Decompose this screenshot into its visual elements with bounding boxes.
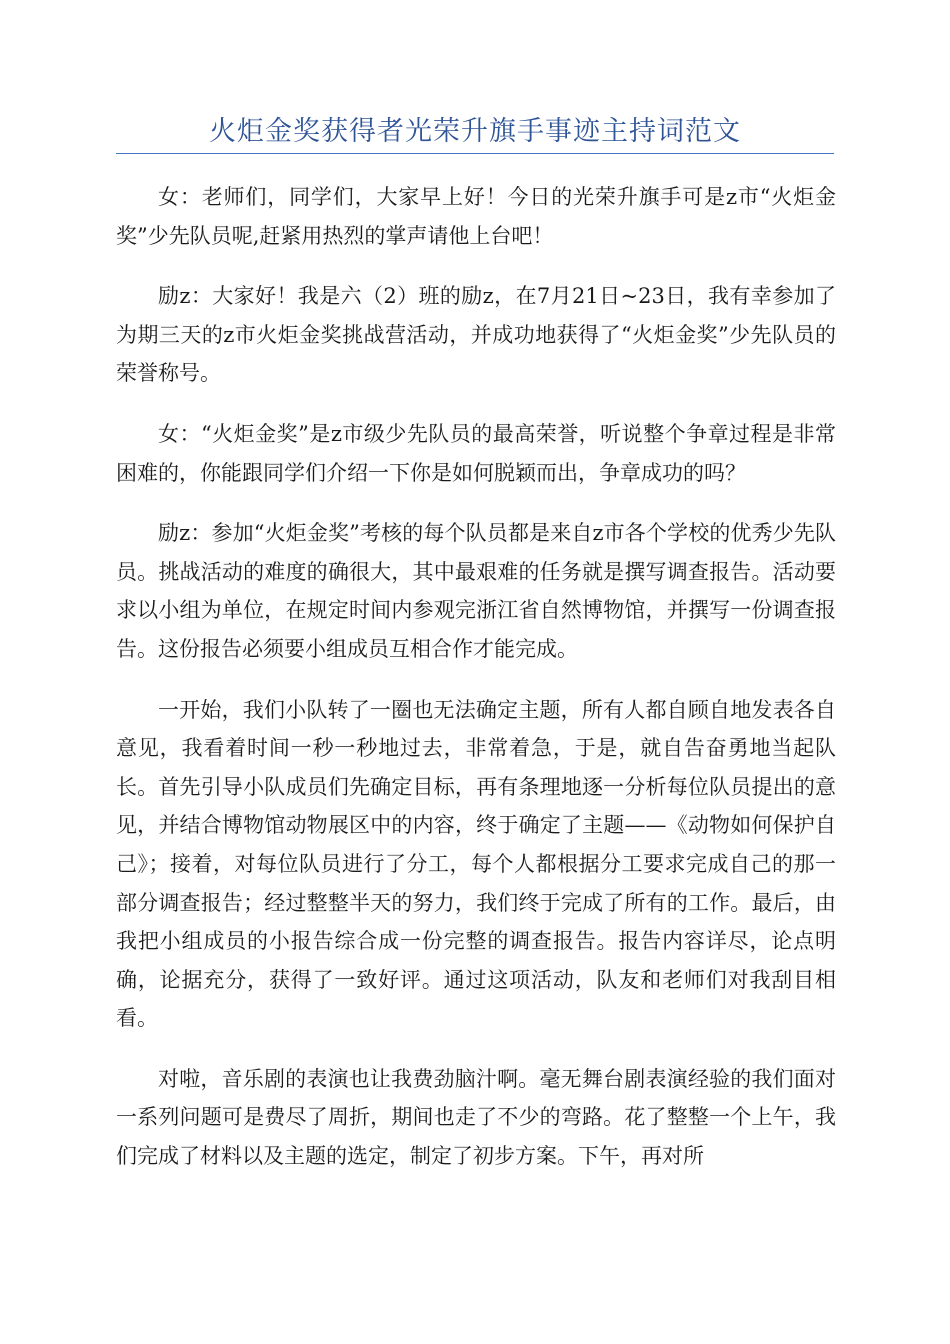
- paragraph-3: 女：“火炬金奖”是z市级少先队员的最高荣誉，听说整个争章过程是非常困难的，你能跟同学们介绍一下你是如何脱颖而出，争章成功的吗？: [116, 421, 836, 485]
- paragraph-5: 一开始，我们小队转了一圈也无法确定主题，所有人都自顾自地发表各自意见，我看着时间一秒一秒地过去，非常着急，于是，就自告奋勇地当起队长。首先引导小队成员们先确定目标，再有条理地逐一分析每位队员提出的意见，并结合博物馆动物展区中的内容，终于确定了主题——《动物如何保护自己》；接着，对每位队员进行了分工，每个人都根据分工要求完成自己的那一部分调查报告；经过整整半天的努力，我们终于完成了所有的工作。最后，由我把小组成员的小报告综合成一份完整的调查报告。报告内容详尽，论点明确，论据充分，获得了一致好评。通过这项活动，队友和老师们对我刮目相看。: [116, 697, 836, 1031]
- title-underline: [116, 153, 834, 154]
- paragraph-2: 励z：大家好！我是六（2）班的励z，在7月21日~23日，我有幸参加了为期三天的z市火炬金奖挑战营活动，并成功地获得了“火炬金奖”少先队员的荣誉称号。: [116, 284, 836, 386]
- document-title: 火炬金奖获得者光荣升旗手事迹主持词范文: [209, 116, 741, 147]
- paragraph-6: 对啦，音乐剧的表演也让我费劲脑汁啊。毫无舞台剧表演经验的我们面对一系列问题可是费尽了周折，期间也走了不少的弯路。花了整整一个上午，我们完成了材料以及主题的选定，制定了初步方案。下午，再对所: [116, 1066, 836, 1169]
- document-body: [116, 178, 836, 1198]
- paragraph-1: 女：老师们，同学们，大家早上好！今日的光荣升旗手可是z市“火炬金奖”少先队员呢,赶紧用热烈的掌声请他上台吧！: [116, 185, 836, 248]
- paragraph-4: 励z：参加“火炬金奖”考核的每个队员都是来自z市各个学校的优秀少先队员。挑战活动的难度的确很大，其中最艰难的任务就是撰写调查报告。活动要求以小组为单位，在规定时间内参观完浙江省自然博物馆，并撰写一份调查报告。这份报告必须要小组成员互相合作才能完成。: [116, 521, 836, 661]
